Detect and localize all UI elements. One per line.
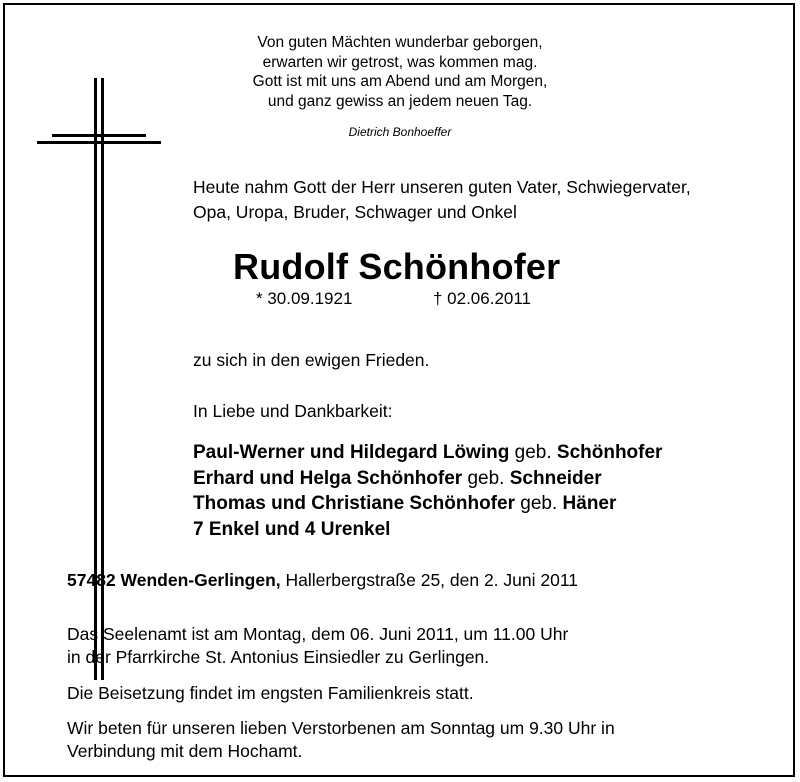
family-list (193, 440, 662, 542)
poem-line: Von guten Mächten wunderbar geborgen, (257, 34, 543, 51)
mass-line: Das Seelenamt ist am Montag, dem 06. Juni 2011, um 11.00 Uhr (67, 624, 569, 644)
family-member: Thomas und Christiane Schönhofer geb. Häner (193, 493, 617, 514)
address (67, 570, 578, 591)
prayer-line: Verbindung mit dem Hochamt. (67, 741, 303, 761)
intro-text (193, 175, 691, 224)
prayer-line: Wir beten für unseren lieben Verstorbenen am Sonntag um 9.30 Uhr in (67, 718, 615, 738)
address-place: 57482 Wenden-Gerlingen, (67, 570, 281, 590)
poem (170, 33, 630, 111)
burial-info: Die Beisetzung findet im engsten Familienkreis statt. (67, 683, 474, 703)
peace-text: zu sich in den ewigen Frieden. (193, 350, 430, 370)
deceased-name: Rudolf Schönhofer (233, 246, 561, 287)
birth-date: * 30.09.1921 (256, 289, 353, 308)
address-rest: Hallerbergstraße 25, den 2. Juni 2011 (285, 570, 579, 590)
death-date: † 02.06.2011 (433, 289, 531, 308)
mass-line: in der Pfarrkirche St. Antonius Einsiedler zu Gerlingen. (67, 647, 490, 667)
poem-line: Gott ist mit uns am Abend und am Morgen, (252, 73, 548, 90)
mass-info (67, 623, 568, 669)
poem-line: und ganz gewiss an jedem neuen Tag. (267, 92, 533, 110)
poem-line: erwarten wir getrost, was kommen mag. (262, 53, 538, 71)
family-member: Erhard und Helga Schönhofer geb. Schneider (193, 467, 602, 489)
intro-line: Opa, Uropa, Bruder, Schwager und Onkel (193, 201, 517, 222)
prayer-info (67, 717, 615, 763)
poem-author: Dietrich Bonhoeffer (348, 125, 452, 139)
love-text: In Liebe und Dankbarkeit: (193, 401, 393, 421)
family-member: 7 Enkel und 4 Urenkel (193, 518, 391, 540)
intro-line: Heute nahm Gott der Herr unseren guten Vater, Schwiegervater, (193, 177, 691, 197)
family-member: Paul-Werner und Hildegard Löwing geb. Schönhofer (193, 442, 663, 463)
